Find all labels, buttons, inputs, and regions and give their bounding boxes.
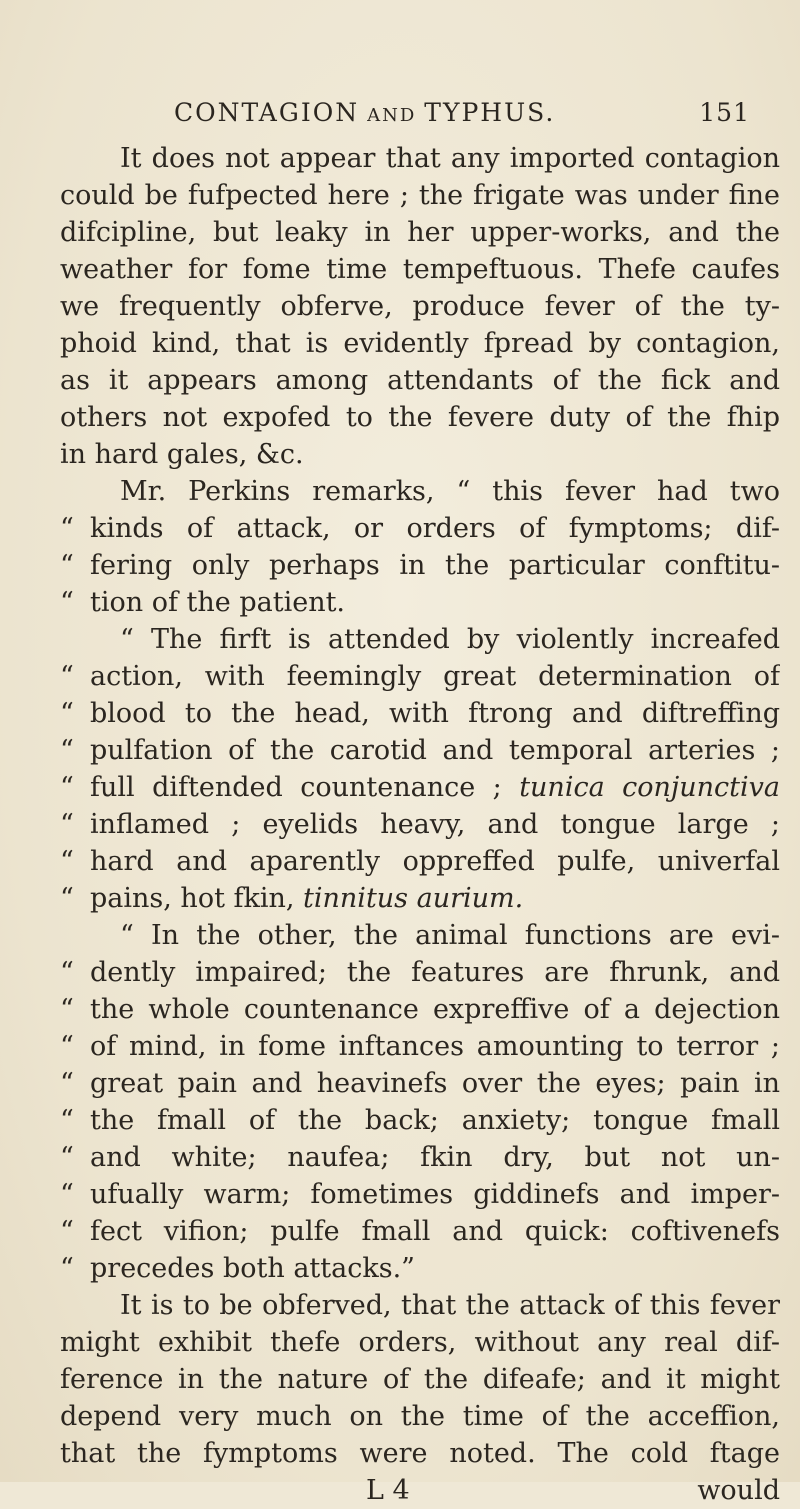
line-text: and white; naufea; fkin dry, but not un-: [90, 1142, 780, 1173]
line-text: ference in the nature of the difeafe; and it might: [60, 1364, 780, 1395]
quote-mark: “: [60, 957, 74, 988]
line-text: might exhibit thefe orders, without any real dif-: [60, 1327, 780, 1358]
quote-mark: “: [60, 550, 74, 581]
line-text: as it appears among attendants of the fick and: [60, 365, 780, 396]
quote-mark: “: [60, 1068, 74, 1099]
quote-mark: “: [60, 1142, 74, 1173]
text-line: [60, 1102, 780, 1139]
text-line: [60, 1028, 780, 1065]
quote-mark: “: [60, 587, 74, 618]
line-text: pains, hot fkin, tinnitus aurium.: [90, 883, 524, 914]
quote-mark: “: [60, 661, 74, 692]
quote-mark: “: [60, 994, 74, 1025]
line-text: action, with feemingly great determination of: [90, 661, 780, 692]
text-line: [60, 1324, 780, 1361]
line-text: fect vifion; pulfe fmall and quick: coftivenefs: [90, 1216, 780, 1247]
text-line: [60, 1361, 780, 1398]
line-text: inflamed ; eyelids heavy, and tongue large ;: [90, 809, 780, 840]
line-text: Mr. Perkins remarks, “ this fever had two: [120, 476, 780, 507]
line-text: ufually warm; fometimes giddinefs and imper-: [90, 1179, 780, 1210]
quote-mark: “: [60, 883, 74, 914]
quote-mark: “: [60, 1031, 74, 1062]
text-line: [60, 547, 780, 584]
text-line: [60, 251, 780, 288]
line-text: fering only perhaps in the particular conftitu-: [90, 550, 780, 581]
quote-mark: “: [60, 809, 74, 840]
quote-mark: “: [60, 846, 74, 877]
line-text: we frequently obferve, produce fever of the ty-: [60, 291, 780, 322]
text-line: [60, 1435, 780, 1472]
line-text: pulfation of the carotid and temporal arteries ;: [90, 735, 780, 766]
text-line: [60, 473, 780, 510]
catchword: would: [697, 1475, 780, 1506]
line-text: weather for fome time tempeftuous. Thefe caufes: [60, 254, 780, 285]
running-header: [174, 98, 774, 132]
line-text: others not expofed to the fevere duty of the fhip: [60, 402, 780, 433]
page-number: 151: [699, 98, 750, 127]
text-line: [60, 288, 780, 325]
text-line: [60, 1287, 780, 1324]
line-text: great pain and heavinefs over the eyes; pain in: [90, 1068, 780, 1099]
header-title-and: AND: [367, 105, 417, 126]
text-line: [60, 806, 780, 843]
line-text: “ In the other, the animal functions are evi-: [120, 920, 780, 951]
line-text: hard and aparently oppreffed pulfe, univerfal: [90, 846, 780, 877]
quote-mark: “: [60, 1179, 74, 1210]
text-line: [60, 1213, 780, 1250]
header-title-main: CONTAGION: [174, 98, 360, 127]
quote-mark: “: [60, 772, 74, 803]
line-text: the fmall of the back; anxiety; tongue fmall: [90, 1105, 780, 1136]
text-line: [60, 177, 780, 214]
text-line: [60, 140, 780, 177]
text-line: [60, 917, 780, 954]
line-text: blood to the head, with ftrong and diftreffing: [90, 698, 780, 729]
text-line: [60, 658, 780, 695]
text-line: [60, 621, 780, 658]
text-line: [60, 1176, 780, 1213]
line-text: tion of the patient.: [90, 587, 346, 618]
quote-mark: “: [60, 513, 74, 544]
line-text: It does not appear that any imported contagion: [120, 143, 780, 174]
quote-mark: “: [60, 1216, 74, 1247]
text-line: [60, 1250, 780, 1287]
text-line: [60, 769, 780, 806]
text-line: [60, 1398, 780, 1435]
line-text: dently impaired; the features are fhrunk, and: [90, 957, 780, 988]
text-line: [60, 362, 780, 399]
quote-mark: “: [60, 698, 74, 729]
quote-mark: “: [60, 735, 74, 766]
line-text: phoid kind, that is evidently fpread by contagion,: [60, 328, 780, 359]
line-text: the whole countenance expreffive of a dejection: [90, 994, 780, 1025]
line-text: that the fymptoms were noted. The cold ftage: [60, 1438, 780, 1469]
line-text: of mind, in fome inftances amounting to terror ;: [90, 1031, 780, 1062]
text-line: [60, 325, 780, 362]
line-text: full diftended countenance ; tunica conjunctiva: [90, 772, 780, 803]
header-title-end: TYPHUS.: [424, 98, 556, 127]
line-text: kinds of attack, or orders of fymptoms; dif-: [90, 513, 780, 544]
line-text: depend very much on the time of the acceffion,: [60, 1401, 780, 1432]
line-text: could be fufpected here ; the frigate was under fine: [60, 180, 780, 211]
text-line: [60, 399, 780, 436]
line-text: difcipline, but leaky in her upper-works, and the: [60, 217, 780, 248]
line-text: precedes both attacks.”: [90, 1253, 415, 1284]
line-text: in hard gales, &c.: [60, 439, 304, 470]
text-line: [60, 843, 780, 880]
text-line: [60, 695, 780, 732]
text-line: [60, 584, 780, 621]
text-line: [60, 880, 780, 917]
line-text: “ The firft is attended by violently increafed: [120, 624, 780, 655]
text-line: [60, 1065, 780, 1102]
signature-mark: L 4: [366, 1475, 410, 1506]
text-line: [60, 436, 780, 473]
quote-mark: “: [60, 1105, 74, 1136]
text-line: [60, 954, 780, 991]
text-line: [60, 991, 780, 1028]
line-text: It is to be obferved, that the attack of this fever: [120, 1290, 780, 1321]
text-line: [60, 1139, 780, 1176]
text-line: [60, 732, 780, 769]
text-line: [60, 510, 780, 547]
body-text: [60, 140, 780, 1509]
page-footer: [60, 1472, 780, 1509]
text-line: [60, 214, 780, 251]
quote-mark: “: [60, 1253, 74, 1284]
